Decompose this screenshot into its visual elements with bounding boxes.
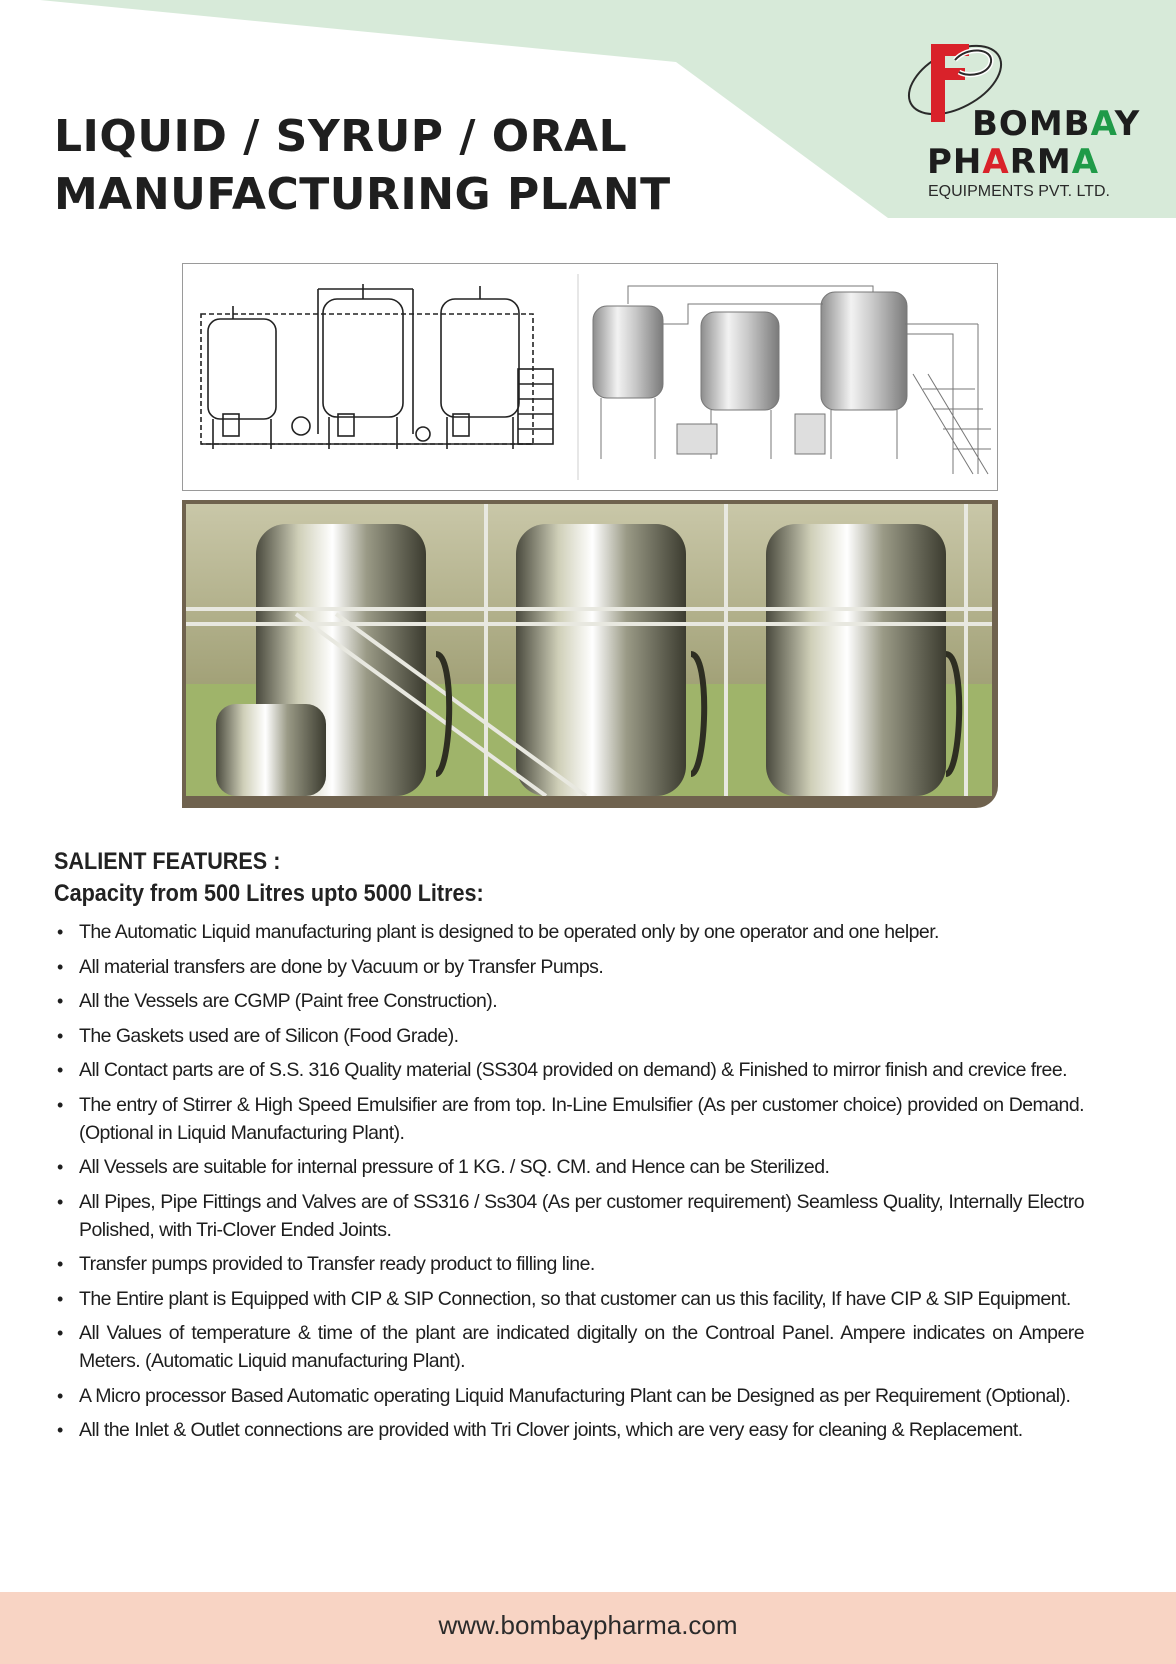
feature-item: • The Automatic Liquid manufacturing plant is designed to be operated only by one operator and one helper. (54, 918, 1084, 946)
feature-item: • A Micro processor Based Automatic operating Liquid Manufacturing Plant can be Designed as per Requirement (Optional). (54, 1382, 1084, 1410)
logo-word-pharma: PHARMA (927, 142, 1100, 182)
logo-word-bombay: BOMBAY (972, 104, 1141, 144)
title-line-2: MANUFACTURING PLANT (54, 169, 671, 220)
feature-item: • The Entire plant is Equipped with CIP & SIP Connection, so that customer can us this facility, If have CIP & SIP Equipment. (54, 1285, 1084, 1313)
footer-website-link[interactable]: www.bombaypharma.com (438, 1610, 738, 1640)
features-capacity-subheading: Capacity from 500 Litres upto 5000 Litres: (54, 880, 484, 907)
plant-diagram-figure (182, 263, 998, 491)
feature-item: • The entry of Stirrer & High Speed Emulsifier are from top. In-Line Emulsifier (As per customer choice) provided on Demand. (Optional in Liquid Manufacturing Plant). (54, 1091, 1084, 1147)
feature-item: • All material transfers are done by Vacuum or by Transfer Pumps. (54, 953, 1084, 981)
feature-item: • All Values of temperature & time of the plant are indicated digitally on the Controal Panel. Ampere indicates on Ampere Meters. (Automatic Liquid manufacturing Plant). (54, 1319, 1084, 1375)
salient-features-section (54, 846, 1084, 1451)
feature-item: • All the Vessels are CGMP (Paint free Construction). (54, 987, 1084, 1015)
company-logo (905, 38, 1145, 203)
stainless-steel-tanks-photo-icon (186, 504, 992, 796)
feature-item: • All Vessels are suitable for internal pressure of 1 KG. / SQ. CM. and Hence can be Sterilized. (54, 1153, 1084, 1181)
feature-item: • All Contact parts are of S.S. 316 Quality material (SS304 provided on demand) & Finished to mirror finish and crevice free. (54, 1056, 1084, 1084)
plant-schematic-icon (183, 264, 997, 490)
footer-bar (0, 1592, 1176, 1664)
title-line-1: LIQUID / SYRUP / ORAL (54, 111, 628, 162)
features-heading: SALIENT FEATURES : (54, 848, 281, 875)
features-list (54, 918, 1084, 1444)
logo-subtitle: EQUIPMENTS PVT. LTD. (928, 183, 1110, 200)
feature-item: • All the Inlet & Outlet connections are provided with Tri Clover joints, which are very easy for cleaning & Replacement. (54, 1416, 1084, 1444)
page-title (54, 108, 671, 224)
feature-item: • All Pipes, Pipe Fittings and Valves are of SS316 / Ss304 (As per customer requirement) Seamless Quality, Internally Electro Polished, with Tri-Clover Ended Joints. (54, 1188, 1084, 1244)
feature-item: • Transfer pumps provided to Transfer ready product to filling line. (54, 1250, 1084, 1278)
feature-item: • The Gaskets used are of Silicon (Food Grade). (54, 1022, 1084, 1050)
plant-photo-frame (182, 500, 998, 808)
